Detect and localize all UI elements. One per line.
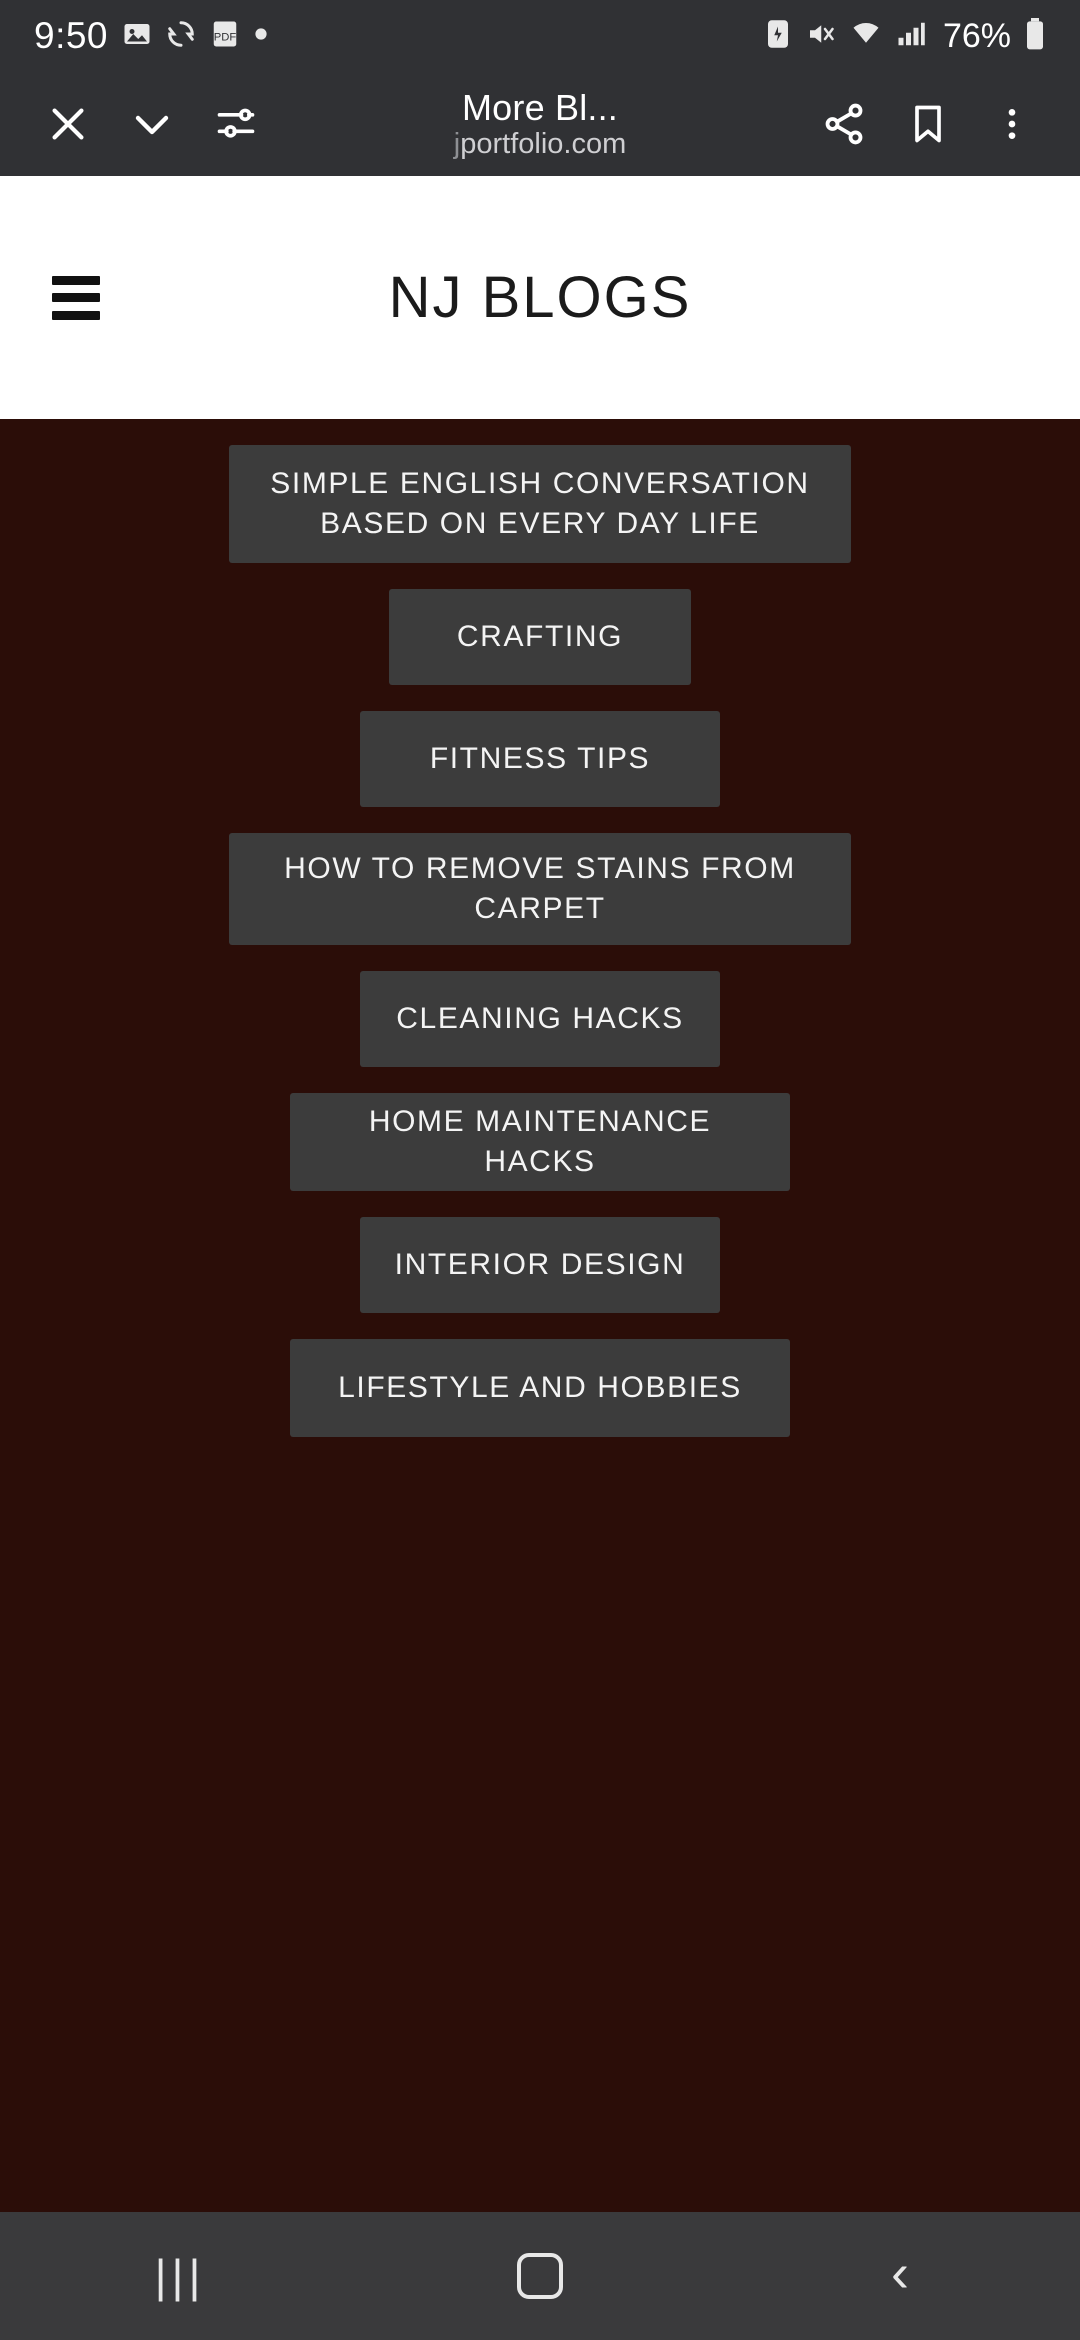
category-button[interactable]: SIMPLE ENGLISH CONVERSATION BASED ON EVERY DAY LIFE — [229, 445, 851, 563]
category-list — [0, 419, 1080, 2212]
back-icon: ‹ — [891, 2243, 909, 2303]
recents-button[interactable] — [100, 2212, 260, 2340]
mute-icon — [804, 19, 836, 54]
status-clock: 9:50 — [34, 15, 109, 56]
signal-icon — [896, 19, 926, 54]
svg-text:PDF: PDF — [213, 30, 237, 43]
category-button[interactable]: CRAFTING — [389, 589, 691, 685]
url-prefix: j — [453, 127, 461, 160]
system-navigation-bar — [0, 2212, 1080, 2340]
tune-icon[interactable] — [194, 82, 278, 166]
image-icon — [122, 19, 152, 54]
hamburger-menu-icon[interactable] — [52, 276, 100, 320]
battery-percent: 76% — [942, 16, 1011, 55]
battery-icon — [1024, 18, 1046, 55]
category-button[interactable]: HOW TO REMOVE STAINS FROM CARPET — [229, 833, 851, 945]
category-button[interactable]: HOME MAINTENANCE HACKS — [290, 1093, 790, 1191]
status-bar — [0, 0, 1080, 72]
hamburger-bar — [52, 276, 100, 285]
status-bar-left — [34, 15, 268, 57]
category-button[interactable]: CLEANING HACKS — [360, 971, 720, 1067]
dot-icon — [254, 27, 268, 46]
category-button[interactable]: FITNESS TIPS — [360, 711, 720, 807]
page-title: More Bl... — [461, 88, 619, 128]
pdf-icon — [210, 19, 240, 54]
status-bar-right — [765, 17, 1046, 56]
back-button[interactable] — [820, 2212, 980, 2340]
overflow-menu-icon[interactable] — [970, 82, 1054, 166]
recents-icon: ||| — [154, 2250, 206, 2302]
home-icon — [517, 2253, 563, 2299]
wifi-icon — [849, 19, 883, 54]
sim-icon — [765, 19, 791, 54]
page-url — [454, 129, 626, 159]
site-title: NJ BLOGS — [388, 265, 692, 330]
bookmark-icon[interactable] — [886, 82, 970, 166]
sync-icon — [166, 19, 196, 54]
share-icon[interactable] — [802, 82, 886, 166]
chevron-down-icon[interactable] — [110, 82, 194, 166]
browser-toolbar — [0, 72, 1080, 176]
hamburger-bar — [52, 311, 100, 320]
site-header — [0, 176, 1080, 419]
category-button[interactable]: INTERIOR DESIGN — [360, 1217, 720, 1313]
home-button[interactable] — [460, 2212, 620, 2340]
hamburger-bar — [52, 293, 100, 302]
url-rest: portfolio.com — [460, 127, 627, 160]
page-title-url[interactable] — [278, 89, 802, 159]
close-icon[interactable] — [26, 82, 110, 166]
category-button[interactable]: LIFESTYLE AND HOBBIES — [290, 1339, 790, 1437]
